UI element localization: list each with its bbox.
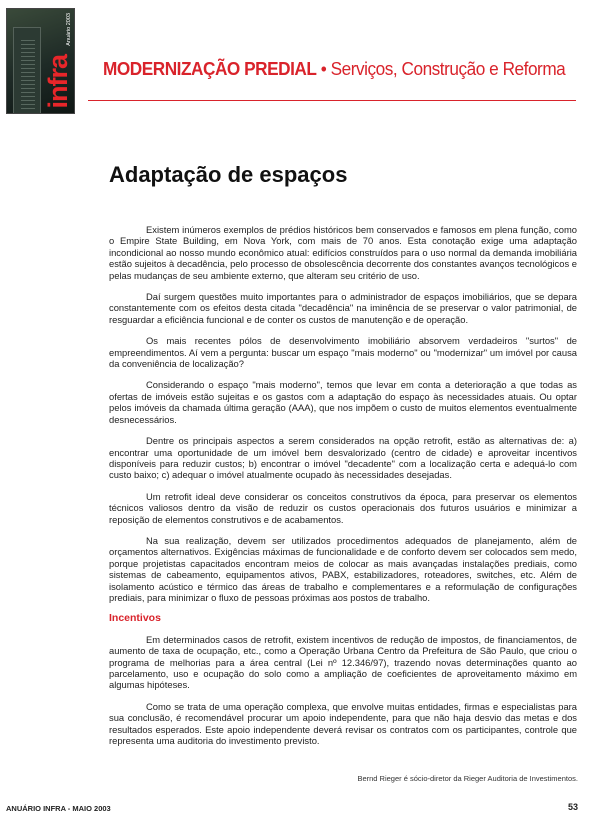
paragraph: Um retrofit ideal deve considerar os conceitos construtivos da época, para preservar os elementos técnicos valiosos dentro da visão de reduzir os custos operacionais dos futuros usuários e minimizar a reposição de elementos construtivos e de acabamentos. — [109, 490, 577, 525]
paragraph: Daí surgem questões muito importantes para o administrador de espaços imobiliários, que se depara constantemente com os efeitos desta citada "decadência" na iminência de se preservar o valor patrimonial, de resguardar a eficiência funcional e de conter os custos de manutenção e de operação. — [109, 291, 577, 325]
subheading-incentivos: Incentivos — [109, 612, 161, 625]
header-rule — [88, 100, 576, 101]
paragraph: Dentre os principais aspectos a serem considerados na opção retrofit, estão as alternativas de: a) encontrar uma oportunidade de um imóvel bem desvalorizado (centro de cidade) e aproveitar incentivos disponíveis para reduzir custos; b) encontrar o imóvel "decadente" com a localização certa e adequá-lo com custo baixo; c) adequar o imóvel atualmente ocupado às necessidades desejadas. — [109, 435, 577, 481]
article-title: Adaptação de espaços — [109, 162, 348, 187]
paragraph: Na sua realização, devem ser utilizados procedimentos adequados de planejamento, além de orçamentos alternativos. Exigências máximas de funcionalidade e de conforto devem ser colocados sem medo, porque projetistas capacitados encontram meios de colocar as mais avançadas instalações prediais, como sistemas de cabeamento, equipamentos ativos, PABX, estabilizadores, roteadores, switches, etc. Além de isolamento acústico e térmico das áreas de trabalho e complementares e a reformulação de configurações prediais, para minimizar o fluxo de pessoas próximas aos postos de trabalho. — [109, 534, 577, 603]
building-windows — [21, 39, 35, 109]
section-title-rest: Serviços, Construção e Reforma — [330, 58, 566, 79]
paragraph: Em determinados casos de retrofit, existem incentivos de redução de impostos, de financiamentos, de aumento de taxa de ocupação, etc., como a Operação Urbana Centro da Prefeitura de São Paulo, que criou o programa de melhorias para a área central (Lei nº 12.346/97), trazendo novas determinações quanto ao parcelamento, uso e ocupação do solo como a ampliação de coeficientes de aproveitamento máximo em algumas hipóteses. — [109, 633, 577, 691]
paragraph: Considerando o espaço "mais moderno", temos que levar em conta a deterioração a que todas as ofertas de imóveis estão sujeitas e os gastos com a adaptação do espaço às necessidades atuais. Ou optar pelos imóveis da chamada última geração (AAA), que nos impõem o custo de muitos elementos eventualmente desnecessários. — [109, 379, 577, 425]
infra-logo — [6, 8, 75, 114]
logo-subtext: Anuário 2003 — [65, 13, 72, 46]
publication-footer: ANUÁRIO INFRA - MAIO 2003 — [6, 804, 111, 813]
section-title — [103, 58, 566, 80]
paragraph: Os mais recentes pólos de desenvolvimento imobiliário absorvem verdadeiros "surtos" de empreendimentos. Aí vem a pergunta: buscar um espaço "mais moderno" ou "modernizar" um imóvel por causa da conveniência de localização? — [109, 335, 577, 370]
author-byline: Bernd Rieger é sócio-diretor da Rieger Auditoria de Investimentos. — [357, 774, 578, 783]
page-number: 53 — [567, 802, 578, 812]
paragraph: Como se trata de uma operação complexa, que envolve muitas entidades, firmas e especialistas para sua conclusão, é recomendável procurar um apoio independente, para que não haja desvio das metas e dos resultados esperados. Este apoio independente deverá revisar os contratos com os participantes, controle que representa uma auditoria do investimento previsto. — [109, 700, 577, 747]
logo-text: infra — [43, 55, 73, 109]
section-separator: • — [320, 58, 327, 79]
paragraph: Existem inúmeros exemplos de prédios históricos bem conservados e famosos em plena função, como o Empire State Building, em Nova York, com mais de 70 anos. Esta conotação exige uma adaptação incondicional ao nosso mundo econômico atual: edifícios construídos para o uso normal da demanda imobiliária estão sujeitos à decadência, pelo processo de obsolescência decorrente dos constantes avanços tecnológicos e pelas mudanças de seu ambiente externo, que alteram seu critério de uso. — [109, 224, 577, 281]
article-body — [109, 224, 577, 756]
section-title-bold: MODERNIZAÇÃO PREDIAL — [103, 58, 317, 79]
